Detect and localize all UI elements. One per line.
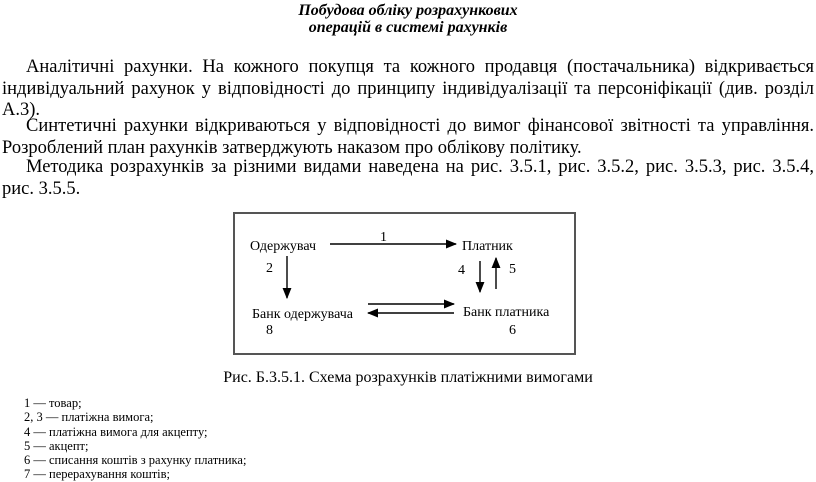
edge-label-8: 8 (266, 323, 273, 338)
legend-item: 2, 3 — платіжна вимога; (24, 410, 154, 425)
paragraph-analytic-accounts: Аналітичні рахунки. На кожного покупця та кожного продавця (постачальника) відкривається індивідуальний рахунок у відповідності до принципу індивідуалізації та персоніфікації (див. розділ А.3). (2, 57, 814, 120)
legend-list (24, 396, 246, 482)
legend-item: 6 — списання коштів з рахунку платника; (24, 453, 247, 468)
paragraph-methodology: Методика розрахунків за різними видами наведена на рис. 3.5.1, рис. 3.5.2, рис. 3.5.3, рис. 3.5.4, рис. 3.5.5. (2, 157, 814, 199)
legend-item: 7 — перерахування коштів; (24, 467, 171, 482)
node-payer: Платник (462, 239, 513, 254)
legend-item: 5 — акцепт; (24, 438, 89, 453)
legend-item: 4 — платіжна вимога для акцепту; (24, 424, 208, 439)
edge-label-4: 4 (458, 263, 465, 278)
node-recipient-bank: Банк одержувача (252, 307, 353, 322)
edge-label-5: 5 (509, 262, 516, 277)
edge-label-2: 2 (266, 261, 273, 276)
node-payer-bank: Банк платника (463, 305, 550, 320)
edge-label-6: 6 (509, 323, 516, 338)
title-line-1: Побудова обліку розрахункових (298, 2, 518, 19)
paragraph-synthetic-accounts: Синтетичні рахунки відкриваються у відповідності до вимог фінансової звітності та управління. Розроблений план рахунків затверджують наказом про облікову політику. (2, 116, 814, 158)
edge-label-1: 1 (380, 230, 387, 245)
node-recipient: Одержувач (250, 239, 317, 254)
legend-item: 1 — товар; (24, 396, 82, 410)
figure-caption: Рис. Б.3.5.1. Схема розрахунків платіжними вимогами (223, 369, 593, 386)
title-line-2: операцій в системі рахунків (308, 19, 508, 36)
